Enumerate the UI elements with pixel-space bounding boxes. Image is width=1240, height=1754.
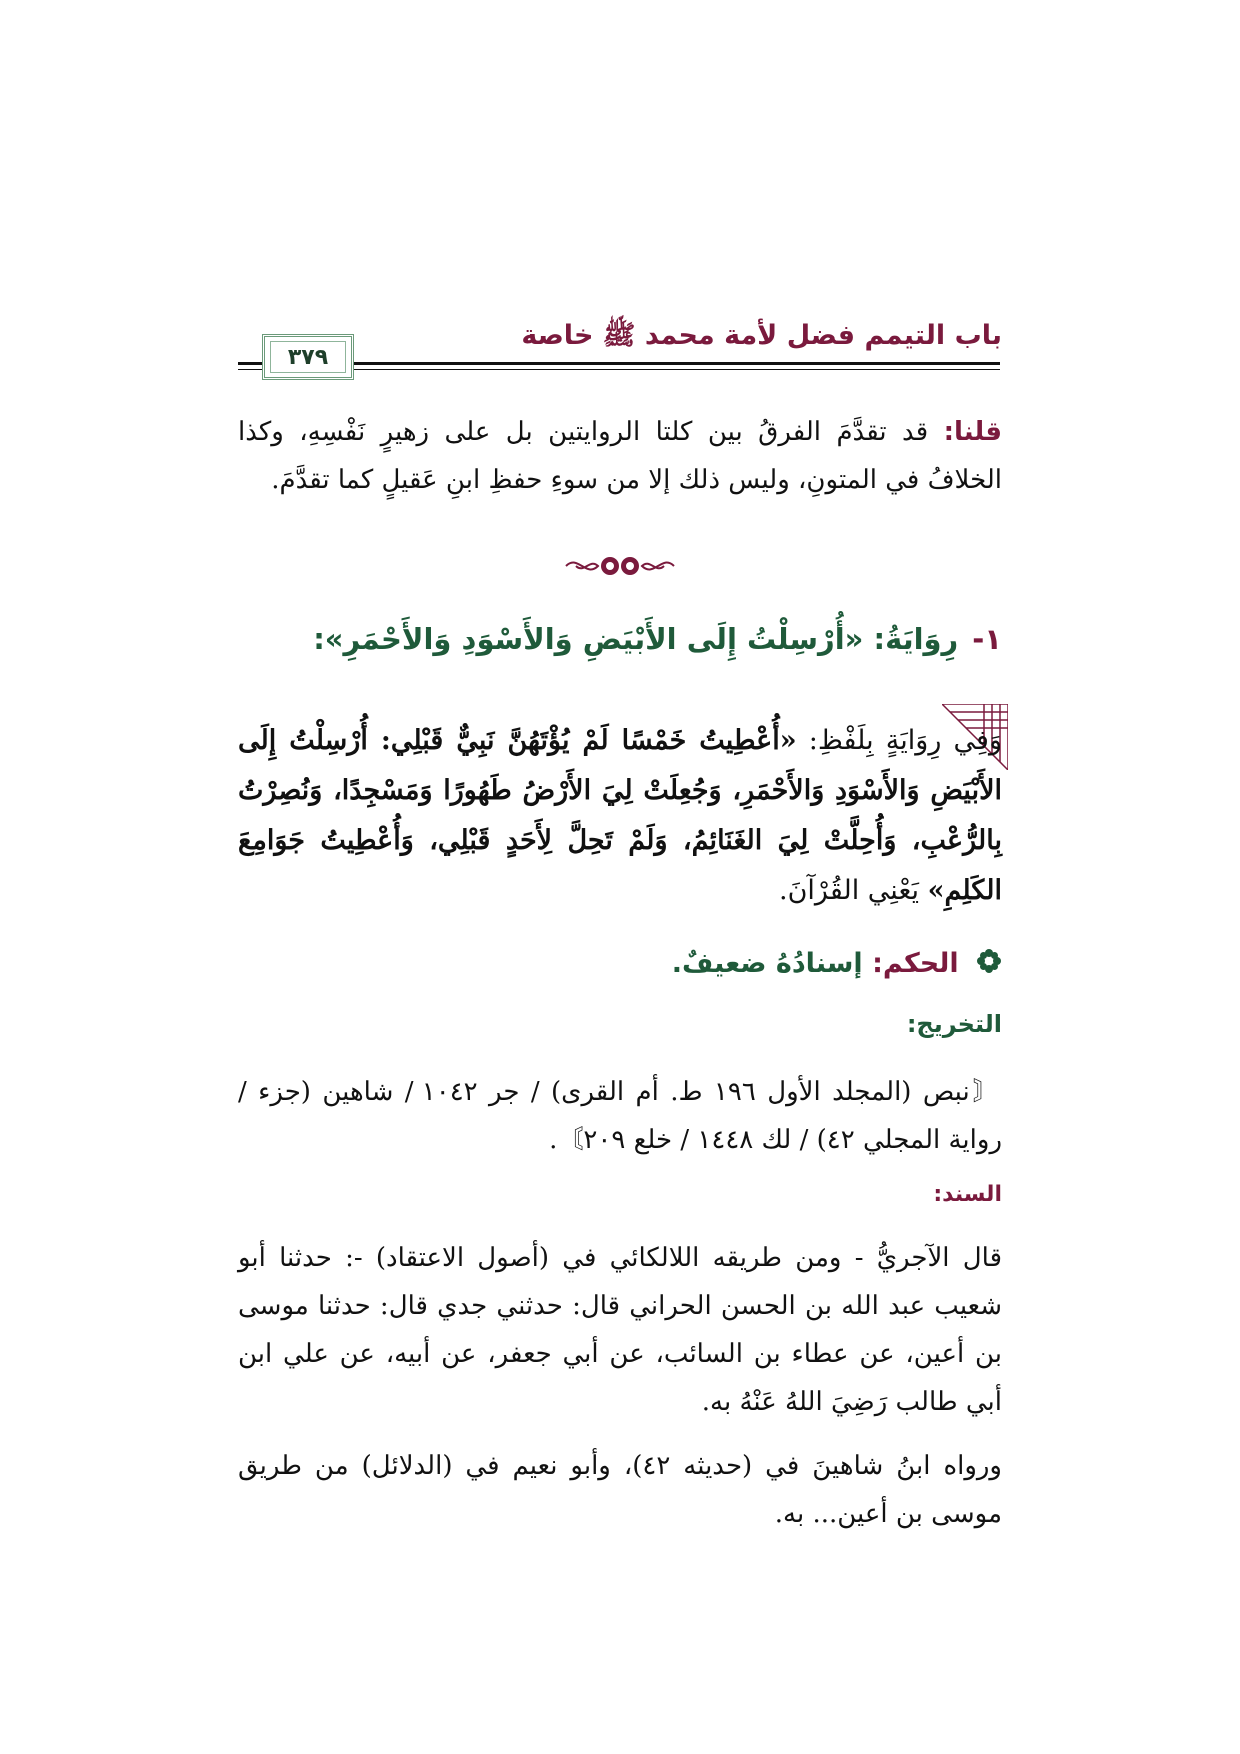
hadith-intro: وَفِي رِوَايَةٍ بِلَفْظِ: (796, 725, 1002, 756)
takhrij-text: 〘نبص (المجلد الأول ١٩٦ ط. أم القرى) / جر ١٠٤٢ / شاهين (جزء / رواية المجلي ٤٢) / لك ١٤٤٨ / خلع ٢٠٩〙. (238, 1077, 1002, 1155)
judgement-value: إسنادُهُ ضعيفٌ. (671, 948, 863, 979)
intro-text: قد تقدَّمَ الفرقُ بين كلتا الروايتين بل على زهيرٍ نَفْسِهِ، وكذا الخلافُ في المتونِ، وليس ذلك إلا من سوءِ حفظِ ابنِ عَقيلٍ كما تقدَّمَ. (238, 417, 1002, 495)
section-number: ١- (972, 622, 1002, 656)
intro-label: قلنا: (943, 417, 1002, 447)
hadith-text: «أُعْطِيتُ خَمْسًا لَمْ يُؤْتَهُنَّ نَبِيٌّ قَبْلِي: أُرْسِلْتُ إِلَى الأَبْيَضِ وَالأَسْوَدِ وَالأَحْمَرِ، وَجُعِلَتْ لِيَ الأَرْضُ طَهُورًا وَمَسْجِدًا، وَنُصِرْتُ بِالرُّعْبِ، وَأُحِلَّتْ لِيَ الغَنَائِمُ، وَلَمْ تَحِلَّ لِأَحَدٍ قَبْلِي، وَأُعْطِيتُ جَوَامِعَ الكَلِمِ» (238, 725, 1002, 906)
sanad-label: السند: (933, 1182, 1002, 1207)
flower-icon (976, 948, 1002, 981)
sanad-paragraph: قال الآجريُّ - ومن طريقه اللالكائي في (أصول الاعتقاد) -: حدثنا أبو شعيب عبد الله بن الحسن الحراني قال: حدثني جدي قال: حدثنا موسى بن أعين، عن عطاء بن السائب، عن أبي جعفر، عن أبيه، عن علي ابن أبي طالب رَضِيَ اللهُ عَنْهُ به. (238, 1243, 1002, 1417)
page-number: ٣٧٩ (270, 341, 346, 373)
floral-divider-ornament (560, 548, 680, 584)
judgement-line (672, 948, 1002, 981)
judgement-label: الحكم: (872, 948, 959, 979)
hadith-tail: يَعْنِي القُرْآنَ. (779, 875, 928, 906)
section-title: رِوَايَةُ: «أُرْسِلْتُ إِلَى الأَبْيَضِ وَالأَسْوَدِ وَالأَحْمَرِ»: (313, 622, 959, 656)
chapter-title: باب التيمم فضل لأمة محمد ﷺ خاصة (521, 320, 1002, 351)
intro-paragraph (238, 408, 1002, 504)
hadith-block (238, 716, 1002, 916)
takhrij-label: التخريج: (906, 1010, 1002, 1038)
page-number-frame (262, 334, 354, 380)
riwaya-paragraph: ورواه ابنُ شاهينَ في (حديثه ٤٢)، وأبو نعيم في (الدلائل) من طريق موسى بن أعين... به. (238, 1451, 1002, 1529)
section-heading (313, 622, 1002, 656)
